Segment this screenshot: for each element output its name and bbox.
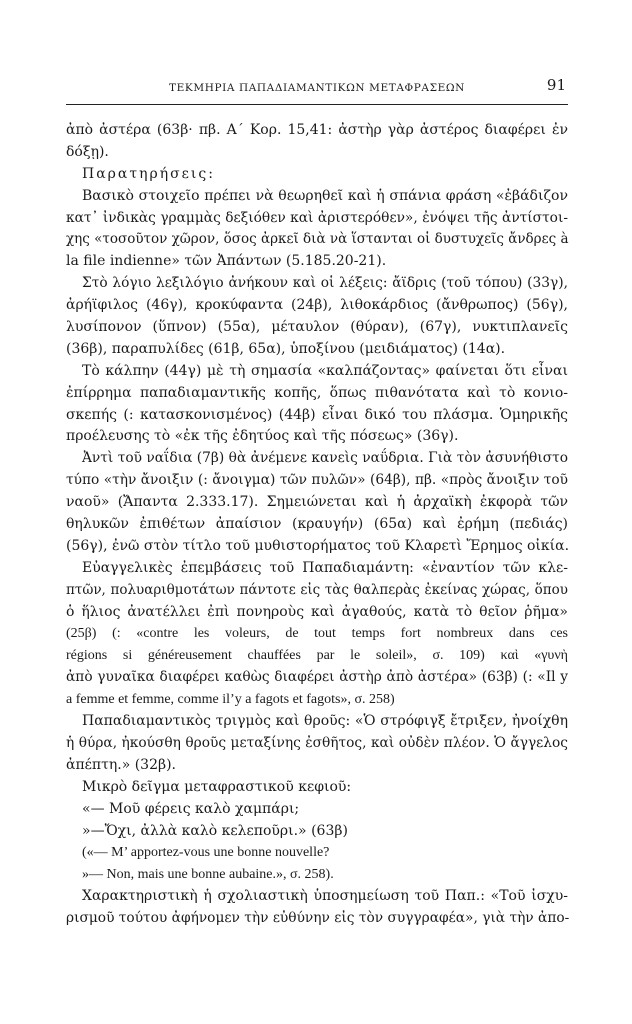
text-line: Παρατηρήσεις: xyxy=(82,165,215,182)
text-line: («— M’ apportez-vous une bonne nouvelle? xyxy=(82,845,330,861)
text-line: ἀπὸ ἀστέρα (63β· πβ. Α΄ Κορ. 15,41: ἀστὴρ γὰρ ἀστέρος διαφέρει ἐν xyxy=(66,122,568,138)
text-line: σκεπής (: κατασκονισμένος) (44β) εἶναι δικό του πλάσμα. Ὁμηρικῆς xyxy=(66,406,568,423)
text-line: (36β), παραπυλίδες (61β, 65α), ὑποξίνου (μειδιάματος) (14α). xyxy=(66,340,506,357)
text-line: Εὐαγγελικὲς ἐπεμβάσεις τοῦ Παπαδιαμάντη: «ἐναντίον τῶν κλε- xyxy=(82,559,568,576)
text-line: ναοῦ» (Ἄπαντα 2.333.17). Σημειώνεται καὶ ἡ ἀρχαϊκὴ ἐκφορὰ τῶν xyxy=(66,494,568,511)
text-line: Χαρακτηριστικὴ ἡ σχολιαστικὴ ὑποσημείωση τοῦ Παπ.: «Τοῦ ἰσχυ- xyxy=(82,888,568,905)
text-line: régions si généreusement chauffées par le soleil», σ. 109) καὶ «γυνὴ xyxy=(66,648,568,664)
text-line: πτῶν, πολυαριθμοτάτων πάντοτε εἰς τὰς θαλπερὰς ἐκείνας χώρας, ὅπου xyxy=(66,581,568,598)
text-line: Παπαδιαμαντικὸς τριγμὸς καὶ θροῦς: «Ὁ στρόφιγξ ἔτριξεν, ἠνοίχθη xyxy=(82,713,568,730)
text-line: ρισμοῦ τούτου ἀφήνομεν τὴν εὐθύνην εἰς τὸν συγγραφέα», γιὰ τὴν ἀπο- xyxy=(66,910,570,927)
text-line: a femme et femme, comme il’y a fagots et fagots», σ. 258) xyxy=(66,692,395,708)
text-line: »—Ὄχι, ἀλλὰ καλὸ κελεποῦρι.» (63β) xyxy=(82,822,348,839)
text-line: Τὸ κάλπην (44γ) μὲ τὴ σημασία «καλπάζοντας» φαίνεται ὅτι εἶναι xyxy=(82,362,568,379)
text-line: (56γ), ἐνῶ στὸν τίτλο τοῦ μυθιστορήματος τοῦ Κλαρετὶ Ἔρημος οἰκία. xyxy=(66,537,570,554)
text-line: ὁ ἥλιος ἀνατέλλει ἐπὶ πονηροὺς καὶ ἀγαθούς, κατὰ τὸ θεῖον ῥῆμα» xyxy=(66,603,568,620)
text-line: Βασικὸ στοιχεῖο πρέπει νὰ θεωρηθεῖ καὶ ἡ σπάνια φράση «ἐβάδιζον xyxy=(82,187,568,204)
page-number: 91 xyxy=(546,76,566,94)
text-line: ἀρήϊφιλος (46γ), κροκύφαντα (24β), λιθοκάρδιος (ἄνθρωπος) (56γ), xyxy=(66,297,568,314)
text-line: Στὸ λόγιο λεξιλόγιο ἀνήκουν καὶ οἱ λέξεις: ἄϊδρις (τοῦ τόπου) (33γ), xyxy=(82,275,568,292)
text-line: προέλευσης τὸ «ἐκ τῆς ἐδητύος καὶ τῆς πόσεως» (36γ). xyxy=(66,428,459,445)
text-line: ἐπίρρημα παπαδιαμαντικῆς κοπῆς, ὅπως πιθανότατα καὶ τὸ κονιο- xyxy=(66,384,568,401)
text-line: ἀπέπτη.» (32β). xyxy=(66,756,176,773)
text-line: λυσίπονον (ὕπνον) (55α), μέταυλον (θύραν), (67γ), νυκτιπλανεῖς xyxy=(66,319,568,336)
text-line: ἡ θύρα, ἠκούσθη θροῦς μεταξίνης ἐσθῆτος, καὶ οὐδὲν πλέον. Ὁ ἄγγελος xyxy=(66,734,568,751)
running-head: ΤΕΚΜΗΡΙΑ ΠΑΠΑΔΙΑΜΑΝΤΙΚΩΝ ΜΕΤΑΦΡΑΣΕΩΝ xyxy=(169,82,465,94)
text-line: (25β) (: «contre les voleurs, de tout temps fort nombreux dans ces xyxy=(66,626,568,642)
text-line: ἀπὸ γυναῖκα διαφέρει καθὼς διαφέρει ἀστὴρ ἀπὸ ἀστέρα» (63β) (: «Il y xyxy=(66,669,568,686)
text-line: δόξῃ). xyxy=(66,143,109,160)
text-line: κατ᾿ ἰνδικὰς γραμμὰς δεξιόθεν καὶ ἀριστερόθεν», ἐνόψει τῆς ἀντίστοι- xyxy=(66,209,568,226)
text-line: Μικρὸ δεῖγμα μεταφραστικοῦ κεφιοῦ: xyxy=(82,778,352,795)
text-line: θηλυκῶν ἐπιθέτων ἀπαίσιον (κραυγήν) (65α) καὶ ἐρήμη (πεδιάς) xyxy=(66,516,568,533)
text-line: »— Non, mais une bonne aubaine.», σ. 258). xyxy=(82,867,334,883)
text-line: la file indienne» τῶν Ἀπάντων (5.185.20-21). xyxy=(66,253,387,270)
text-line: «— Μοῦ φέρεις καλὸ χαμπάρι; xyxy=(82,800,300,817)
text-line: Ἀντὶ τοῦ ναΐδια (7β) θὰ ἀνέμενε κανεὶς ναΰδρια. Γιὰ τὸν ἀσυνήθιστο xyxy=(82,450,568,467)
body-text xyxy=(66,120,568,930)
text-line: τύπο «τὴν ἄνοιξιν (: ἄνοιγμα) τῶν πυλῶν» (64β), πβ. «πρὸς ἄνοιξιν τοῦ xyxy=(66,472,568,489)
page-header xyxy=(66,76,568,105)
text-line: χης «τοσοῦτον χῶρον, ὅσος ἀρκεῖ διὰ νὰ ἵστανται οἱ δυστυχεῖς ἄνδρες à xyxy=(66,231,569,248)
